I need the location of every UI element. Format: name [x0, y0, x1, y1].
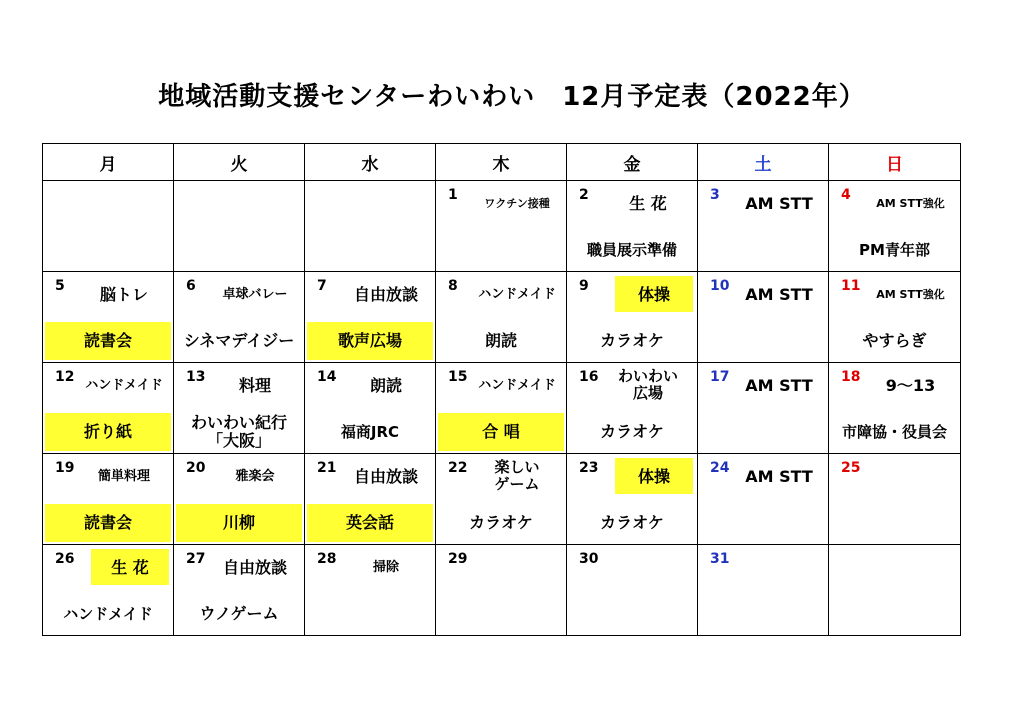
day-number: 15	[448, 369, 468, 385]
day-number: 20	[186, 460, 206, 476]
weekday-mon: 月	[43, 144, 174, 181]
day-cell	[43, 545, 174, 636]
day-cell	[829, 181, 961, 272]
day-cell	[829, 454, 961, 545]
day-event-top: ワクチン接種	[484, 196, 550, 210]
day-event-top: 脳トレ	[99, 284, 148, 304]
day-cell	[567, 181, 698, 272]
day-number: 25	[841, 460, 861, 476]
day-cell	[305, 545, 436, 636]
day-event-bottom: 職員展示準備	[586, 241, 677, 259]
day-event-top: 9～13	[885, 375, 936, 395]
day-event-top: AM STT強化	[876, 196, 945, 210]
day-number: 26	[55, 551, 75, 567]
day-event-bottom: 折り紙	[45, 413, 171, 451]
day-number: 2	[579, 187, 589, 203]
day-cell	[305, 363, 436, 454]
day-cell	[698, 545, 829, 636]
day-event-top: 卓球バレー	[222, 286, 288, 302]
empty-day-cell	[43, 181, 174, 272]
day-event-top: AM STT	[745, 193, 813, 213]
day-event-bottom: やすらぎ	[862, 331, 927, 350]
day-event-top	[601, 367, 695, 403]
weekday-wed: 水	[305, 144, 436, 181]
day-number: 16	[579, 369, 599, 385]
day-cell	[174, 545, 305, 636]
day-event-top: 自由放談	[353, 466, 418, 486]
day-cell	[305, 272, 436, 363]
day-event-bottom: カラオケ	[600, 513, 664, 532]
day-event-top: 簡単料理	[97, 468, 150, 484]
day-number: 18	[841, 369, 861, 385]
day-cell	[174, 272, 305, 363]
weekday-header-row	[43, 144, 961, 181]
day-number: 27	[186, 551, 206, 567]
day-number: 22	[448, 460, 468, 476]
day-number: 10	[710, 278, 730, 294]
day-event-top: 雅楽会	[235, 468, 275, 484]
day-cell	[829, 363, 961, 454]
day-event-top: AM STT	[745, 375, 813, 395]
day-event-top: 自由放談	[353, 284, 418, 304]
day-cell	[567, 272, 698, 363]
day-number: 6	[186, 278, 196, 294]
day-cell	[567, 363, 698, 454]
day-event-bottom-line: 「大阪」	[206, 431, 271, 450]
day-cell	[829, 272, 961, 363]
day-number: 13	[186, 369, 206, 385]
page-title: 地域活動支援センターわいわい 12月予定表（2022年）	[158, 82, 866, 112]
day-cell	[43, 272, 174, 363]
week-row	[43, 454, 961, 545]
day-event-bottom: 読書会	[45, 322, 171, 360]
week-row	[43, 181, 961, 272]
day-event-top: ハンドメイド	[478, 377, 556, 393]
day-event-top-line: 楽しい	[494, 458, 540, 476]
day-number: 14	[317, 369, 337, 385]
day-number: 29	[448, 551, 468, 567]
day-number: 4	[841, 187, 851, 203]
day-event-bottom: PM青年部	[859, 241, 930, 259]
day-cell	[305, 454, 436, 545]
day-event-top: AM STT	[745, 284, 813, 304]
day-event-bottom: ハンドメイド	[63, 605, 153, 623]
empty-day-cell	[174, 181, 305, 272]
day-cell	[698, 363, 829, 454]
day-cell	[43, 454, 174, 545]
day-event-bottom: 川柳	[176, 504, 302, 542]
day-event-bottom: 朗読	[484, 331, 517, 350]
day-event-top-line: ゲーム	[494, 475, 540, 493]
day-event-top-line: 広場	[632, 384, 663, 402]
day-event-bottom: カラオケ	[600, 331, 664, 350]
day-cell	[698, 181, 829, 272]
day-number: 8	[448, 278, 458, 294]
day-event-bottom: 英会話	[307, 504, 433, 542]
empty-day-cell	[305, 181, 436, 272]
day-event-bottom: 合 唱	[438, 413, 564, 451]
day-event-bottom: カラオケ	[469, 513, 533, 532]
day-event-top: AM STT	[745, 466, 813, 486]
day-event-bottom: シネマデイジー	[183, 331, 295, 350]
day-number: 5	[55, 278, 65, 294]
day-event-top: ハンドメイド	[478, 286, 556, 302]
calendar-table	[42, 143, 961, 636]
day-cell	[436, 454, 567, 545]
day-number: 17	[710, 369, 730, 385]
day-number: 1	[448, 187, 458, 203]
day-cell	[698, 272, 829, 363]
day-number: 21	[317, 460, 337, 476]
day-cell	[436, 545, 567, 636]
weekday-sat: 土	[698, 144, 829, 181]
week-row	[43, 545, 961, 636]
day-number: 31	[710, 551, 730, 567]
day-event-bottom: カラオケ	[600, 422, 664, 441]
day-event-top: 料理	[238, 375, 271, 395]
day-event-bottom	[174, 413, 304, 451]
day-event-top: 自由放談	[222, 557, 287, 577]
day-cell	[567, 545, 698, 636]
day-cell	[436, 272, 567, 363]
day-number: 7	[317, 278, 327, 294]
day-cell	[174, 454, 305, 545]
day-number: 9	[579, 278, 589, 294]
day-event-top: 体操	[615, 276, 693, 312]
day-event-top: 体操	[615, 458, 693, 494]
empty-day-cell	[829, 545, 961, 636]
weekday-tue: 火	[174, 144, 305, 181]
day-cell	[43, 363, 174, 454]
day-cell	[436, 181, 567, 272]
weekday-fri: 金	[567, 144, 698, 181]
day-number: 3	[710, 187, 720, 203]
day-number: 11	[841, 278, 861, 294]
weekday-thu: 木	[436, 144, 567, 181]
day-event-top	[470, 458, 564, 494]
day-event-bottom: 福商JRC	[340, 423, 400, 441]
week-row	[43, 363, 961, 454]
day-number: 30	[579, 551, 599, 567]
day-event-top: 生 花	[91, 549, 169, 585]
day-number: 23	[579, 460, 599, 476]
day-cell	[567, 454, 698, 545]
day-event-bottom-line: わいわい紀行	[190, 413, 287, 432]
weekday-sun: 日	[829, 144, 961, 181]
day-event-bottom: 読書会	[45, 504, 171, 542]
day-event-top: 朗読	[369, 375, 402, 395]
day-cell	[698, 454, 829, 545]
day-event-bottom: 歌声広場	[307, 322, 433, 360]
day-number: 19	[55, 460, 75, 476]
week-row	[43, 272, 961, 363]
day-number: 24	[710, 460, 730, 476]
day-event-top: 掃除	[372, 559, 399, 575]
day-event-top-line: わいわい	[617, 367, 678, 385]
day-event-bottom: ウノゲーム	[199, 604, 279, 623]
day-event-top: 生 花	[629, 193, 667, 213]
day-event-top: ハンドメイド	[85, 377, 163, 393]
day-cell	[436, 363, 567, 454]
day-event-top: AM STT強化	[876, 287, 945, 301]
day-event-bottom: 市障協・役員会	[841, 423, 947, 441]
day-number: 28	[317, 551, 337, 567]
day-cell	[174, 363, 305, 454]
day-number: 12	[55, 369, 75, 385]
